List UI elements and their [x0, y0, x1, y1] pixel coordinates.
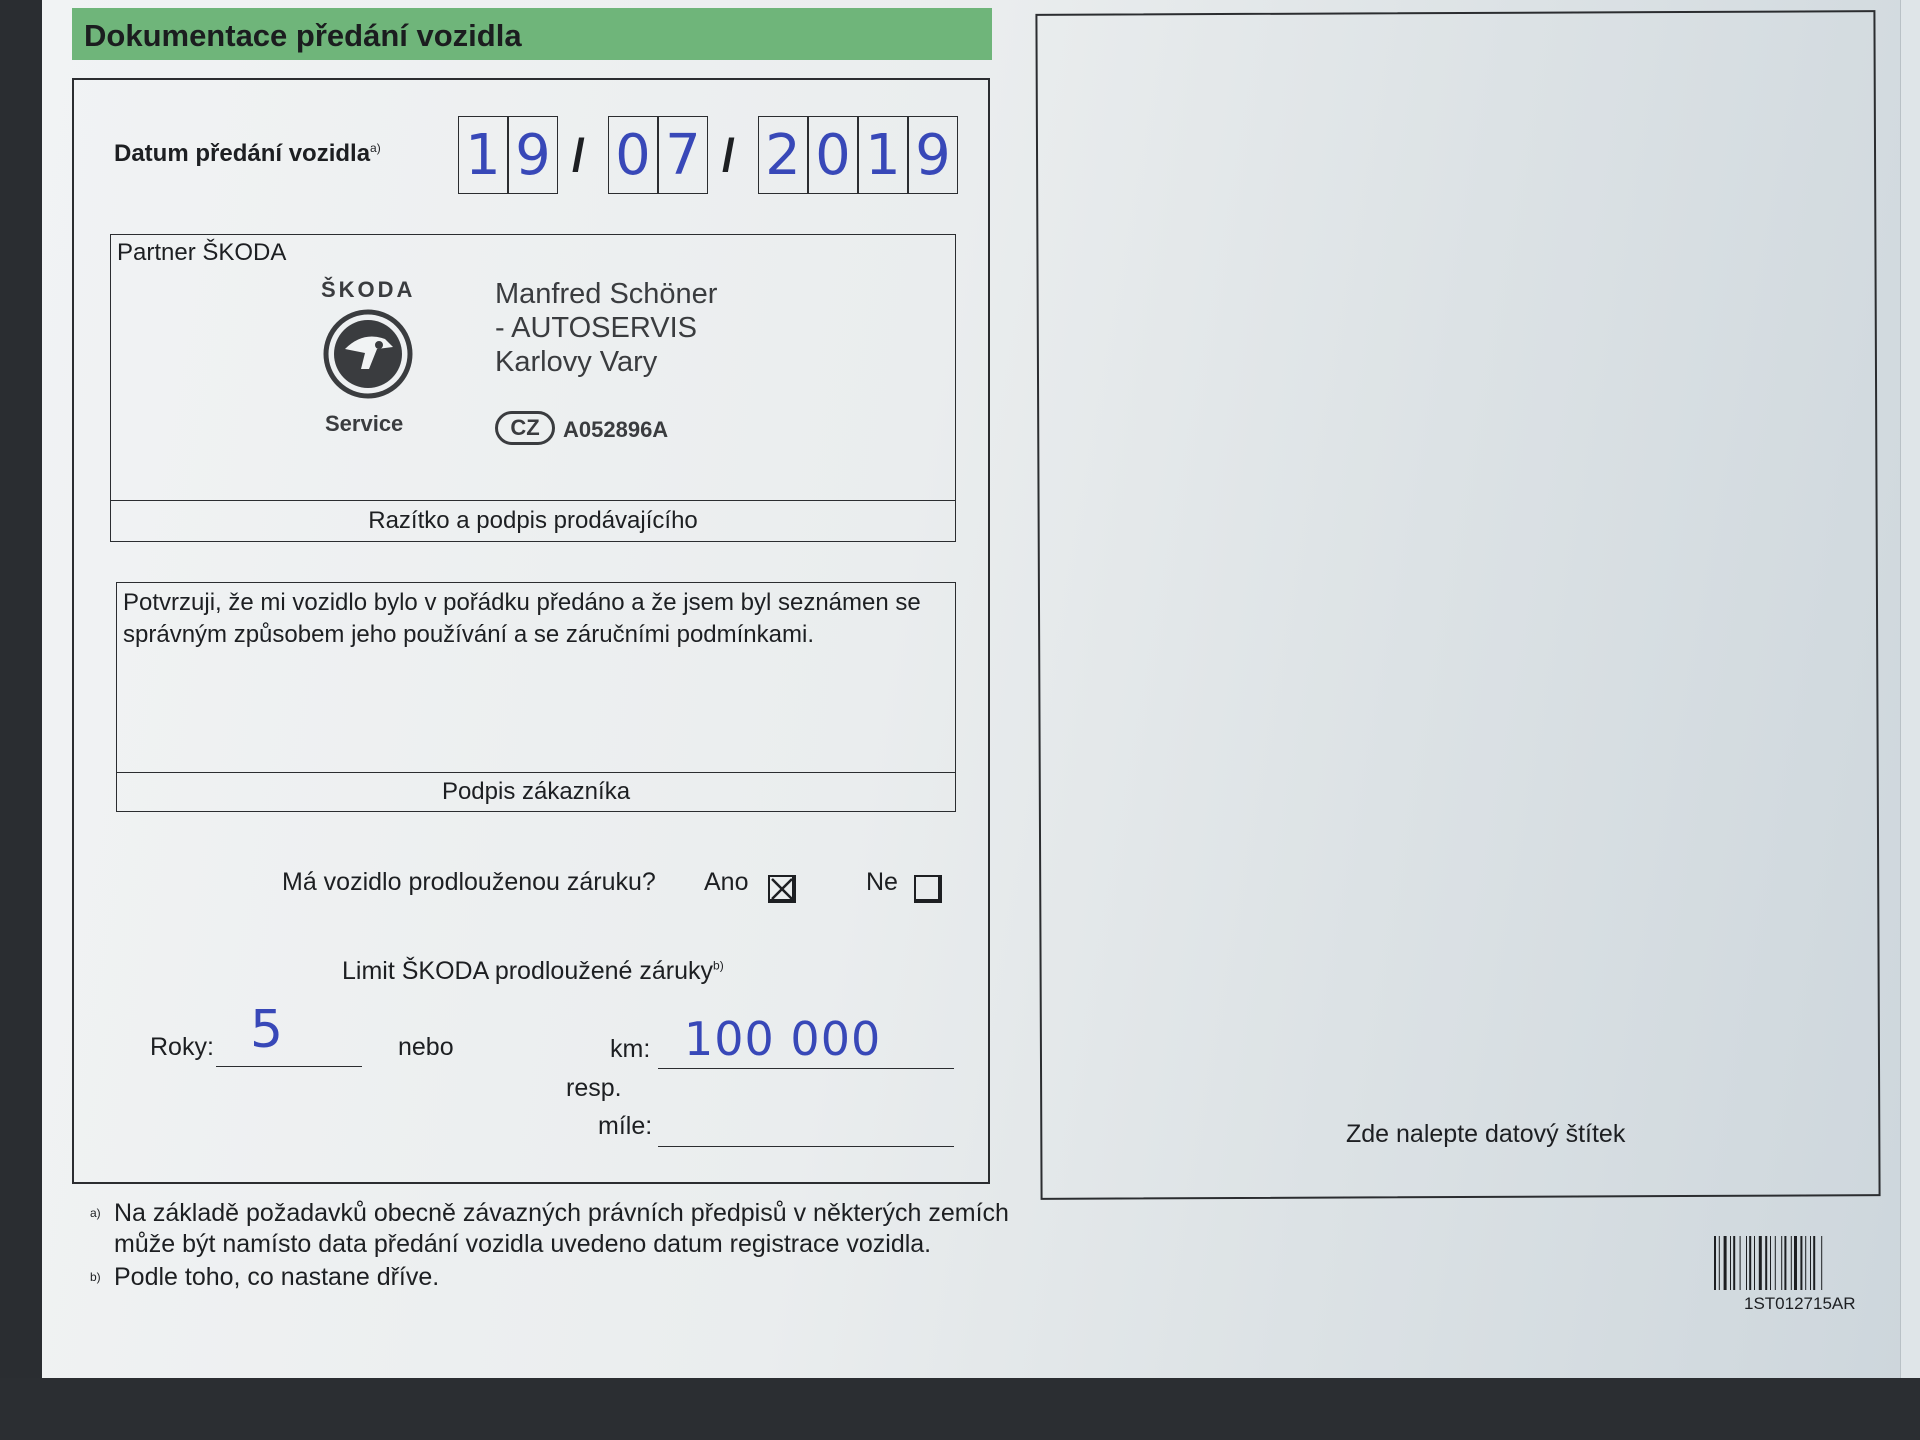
skoda-winged-arrow-icon	[323, 309, 413, 399]
stamp-service: Service	[325, 411, 404, 436]
miles-label: míle:	[598, 1112, 653, 1140]
background-fabric	[0, 1378, 1920, 1440]
sticker-area-label: Zde nalepte datový štítek	[1346, 1120, 1626, 1148]
page-edge	[1900, 0, 1920, 1378]
partner-stamp-box[interactable]	[110, 234, 956, 542]
date-separator: /	[572, 129, 585, 181]
date-digit-box[interactable]: 2	[758, 116, 808, 194]
section-header	[72, 8, 992, 60]
date-digit-box[interactable]: 9	[508, 116, 558, 194]
date-digit-box[interactable]: 9	[908, 116, 958, 194]
date-digit-box[interactable]: 0	[608, 116, 658, 194]
miles-field[interactable]	[658, 1146, 954, 1147]
resp-label: resp.	[566, 1074, 622, 1102]
confirmation-text: Potvrzuji, že mi vozidlo bylo v pořádku předáno a že jsem byl seznámen se správným způsobem jeho používání a se záručními podmínkami.	[123, 589, 921, 648]
years-underline	[216, 1066, 362, 1067]
customer-confirmation-box[interactable]	[116, 582, 956, 812]
years-label: Roky:	[150, 1033, 214, 1061]
check-x-icon	[770, 877, 794, 901]
section-title: Dokumentace předání vozidla	[84, 18, 522, 53]
delivery-date-label: Datum předání vozidla$^{a)}$	[114, 140, 381, 167]
date-digit-box[interactable]: 0	[808, 116, 858, 194]
yes-checkbox[interactable]	[768, 875, 796, 903]
customer-signature-caption: Podpis zákazníka	[117, 772, 955, 811]
extended-warranty-question: Má vozidlo prodlouženou záruku?	[282, 868, 656, 896]
years-field[interactable]: 5	[250, 1000, 284, 1060]
km-label: km:	[610, 1035, 651, 1063]
date-digit-box[interactable]: 7	[658, 116, 708, 194]
partner-label: Partner ŠKODA	[117, 239, 287, 266]
data-sticker-area[interactable]	[1035, 10, 1880, 1200]
stamp-brand: ŠKODA	[321, 277, 416, 302]
stamp-dealer-name: Manfred Schöner - AUTOSERVIS Karlovy Vary	[495, 278, 718, 378]
barcode-text: 1ST012715AR	[1744, 1294, 1856, 1313]
no-label: Ne	[866, 868, 898, 896]
warranty-limit-label: Limit ŠKODA prodloužené záruky$^{b)}$	[342, 957, 724, 985]
date-digit-box[interactable]: 1	[458, 116, 508, 194]
no-checkbox[interactable]	[914, 875, 942, 903]
km-field[interactable]: 100 000	[684, 1012, 882, 1066]
stamp-country-badge: CZ	[495, 411, 555, 445]
barcode-icon	[1714, 1236, 1866, 1290]
yes-label: Ano	[704, 868, 749, 896]
km-underline	[658, 1068, 954, 1069]
or-label: nebo	[398, 1033, 454, 1061]
date-separator: /	[722, 129, 735, 181]
date-digit-box[interactable]: 1	[858, 116, 908, 194]
stamp-dealer-code: A052896A	[563, 417, 669, 442]
partner-signature-caption: Razítko a podpis prodávajícího	[111, 500, 955, 541]
